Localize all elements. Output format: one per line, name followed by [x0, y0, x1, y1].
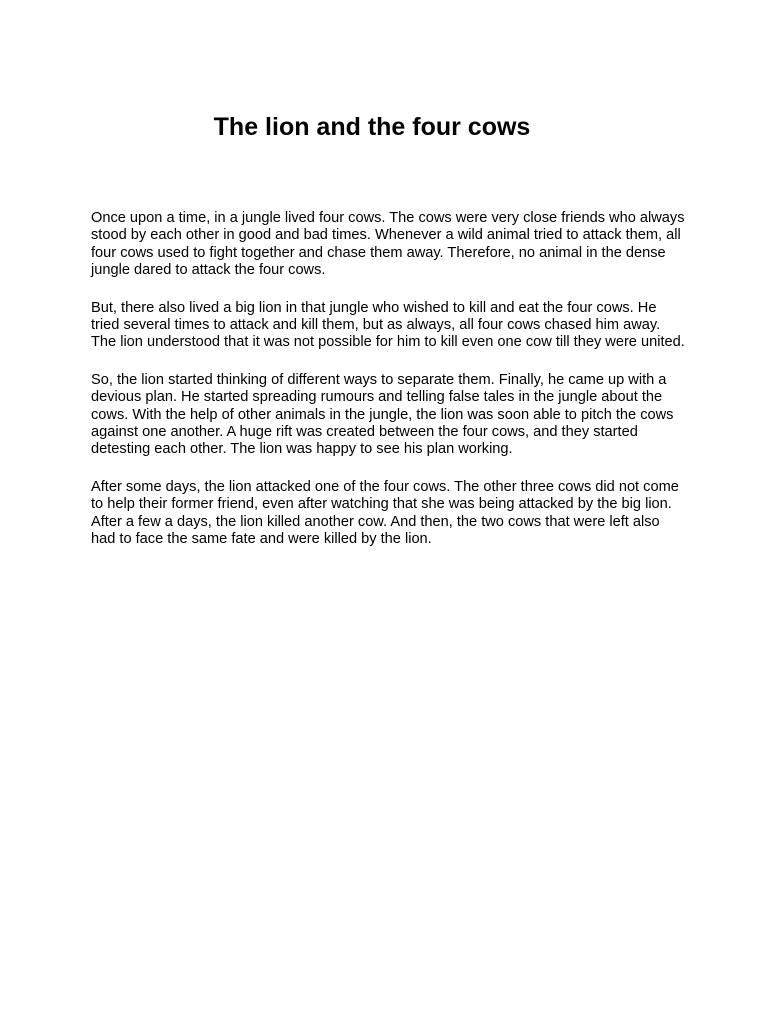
paragraph-4: After some days, the lion attacked one of the four cows. The other three cows did not come to help their former friend, even after watching that she was being attacked by the big lion. After a few a days, the lion killed another cow. And then, the two cows that were left also had to face the same fate and were killed by the lion. — [91, 478, 679, 548]
document-title: The lion and the four cows — [213, 113, 531, 141]
paragraph-3: So, the lion started thinking of different ways to separate them. Finally, he came up with a devious plan. He started spreading rumours and telling false tales in the jungle about the cows. With the help of other animals in the jungle, the lion was soon able to pitch the cows against one another. A huge rift was created between the four cows, and they started detesting each other. The lion was happy to see his plan working. — [91, 371, 674, 458]
document-body — [91, 210, 687, 569]
paragraph-2: But, there also lived a big lion in that jungle who wished to kill and eat the four cows. He tried several times to attack and kill them, but as always, all four cows chased him away. The lion understood that it was not possible for him to kill even one cow till they were united. — [91, 299, 685, 351]
paragraph-1: Once upon a time, in a jungle lived four cows. The cows were very close friends who always stood by each other in good and bad times. Whenever a wild animal tried to attack them, all four cows used to fight together and chase them away. Therefore, no animal in the dense jungle dared to attack the four cows. — [91, 210, 685, 279]
